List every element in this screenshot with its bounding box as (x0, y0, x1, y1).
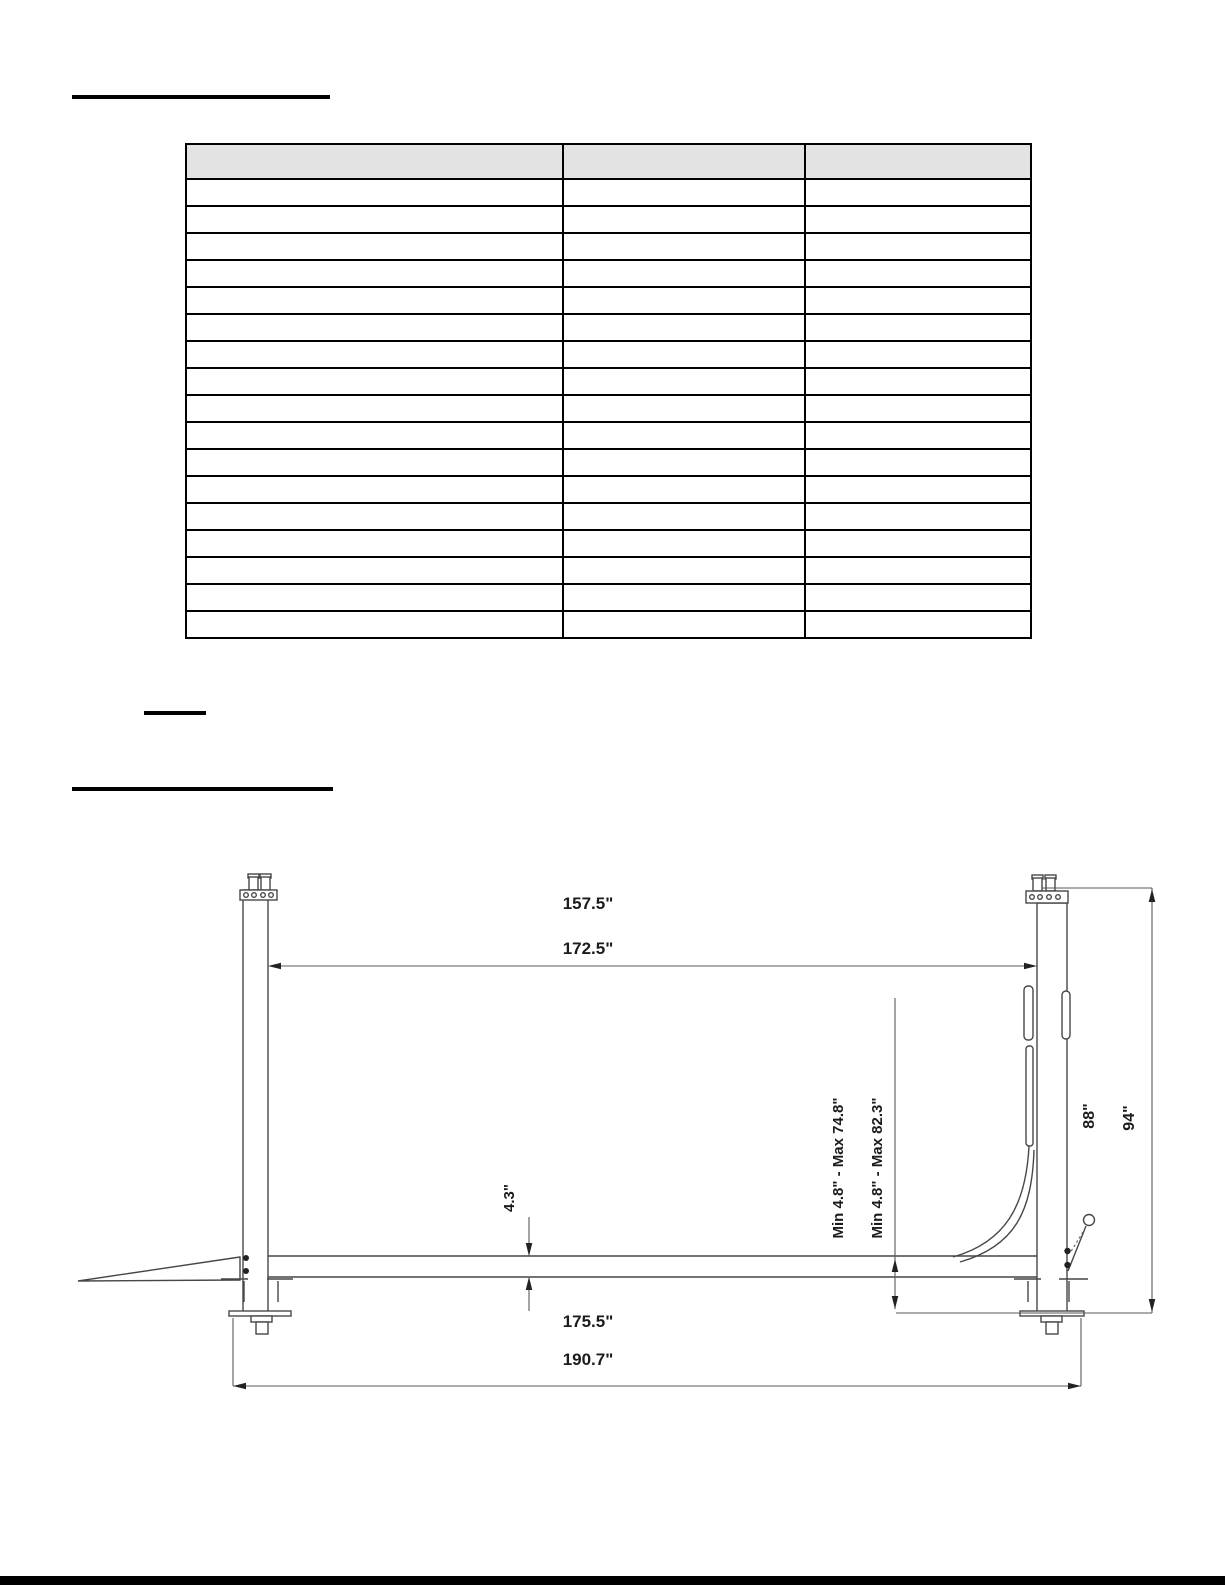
left-post-bolt (249, 877, 258, 890)
table-cell (805, 341, 1031, 368)
right-post (953, 875, 1095, 1313)
table-row (186, 287, 1031, 314)
table-cell (805, 422, 1031, 449)
left-anchor-bolt (256, 1322, 268, 1334)
table-cell (186, 341, 563, 368)
left-post-sheave (244, 893, 249, 898)
table-cell (563, 611, 805, 638)
table-cell (186, 287, 563, 314)
right-post-bolt (1046, 878, 1055, 891)
table-cell (563, 260, 805, 287)
table-row (186, 233, 1031, 260)
table-row (186, 314, 1031, 341)
table-row (186, 449, 1031, 476)
dim-label-overall-length: 190.7" (562, 1350, 614, 1369)
right-anchor (1041, 1316, 1062, 1322)
right-post-column (1037, 903, 1067, 1313)
left-post-sheave (269, 893, 274, 898)
table-cell (563, 233, 805, 260)
dim-label-lift-range-top: Min 4.8" - Max 82.3" (869, 1097, 886, 1239)
arrow-down-icon (526, 1243, 533, 1256)
note-underline (144, 711, 206, 715)
lock-channel (1062, 991, 1070, 1039)
hydraulic-cylinder (1024, 986, 1033, 1040)
table-cell (186, 422, 563, 449)
table-row (186, 206, 1031, 233)
page-footer-bar (0, 1576, 1225, 1585)
dimension-lines (233, 888, 1155, 1389)
left-lock-pin (243, 1255, 249, 1261)
arrow-up-icon (526, 1277, 533, 1290)
table-cell (805, 611, 1031, 638)
table-cell (186, 260, 563, 287)
right-post-sheave (1047, 895, 1052, 900)
base-plates (229, 1311, 1152, 1334)
table-cell (186, 530, 563, 557)
table-row (186, 476, 1031, 503)
left-post-column (243, 890, 268, 1313)
table-cell (563, 503, 805, 530)
spec-table (185, 143, 1032, 639)
table-cell (186, 233, 563, 260)
hydraulic-hose (960, 1150, 1034, 1262)
table-row (186, 395, 1031, 422)
conduit (1026, 1046, 1033, 1146)
table-header-cell (186, 144, 563, 179)
dim-label-overall-height: 94" (1121, 1105, 1138, 1131)
dim-label-base-length: 175.5" (562, 1312, 614, 1331)
table-row (186, 368, 1031, 395)
left-base-plate (229, 1311, 291, 1316)
table-cell (805, 233, 1031, 260)
table-cell (563, 530, 805, 557)
table-cell (805, 395, 1031, 422)
runway (78, 1256, 1088, 1302)
table-cell (563, 179, 805, 206)
dim-label-runway-thickness: 4.3" (501, 1184, 518, 1212)
right-lock-pin (1064, 1248, 1070, 1254)
table-cell (563, 395, 805, 422)
table-cell (563, 206, 805, 233)
arrow-right-icon (1068, 1383, 1081, 1389)
release-knob (1084, 1215, 1095, 1226)
left-post-sheave (261, 893, 266, 898)
dim-label-post-spacing: 172.5" (562, 939, 614, 958)
table-row (186, 341, 1031, 368)
arrow-down-icon (1149, 1299, 1156, 1312)
table-cell (563, 557, 805, 584)
dim-label-runway-length: 157.5" (562, 894, 614, 913)
table-cell (805, 584, 1031, 611)
table-header-row (186, 144, 1031, 179)
table-cell (563, 449, 805, 476)
table-header-cell (563, 144, 805, 179)
section2-heading-underline (72, 787, 333, 791)
table-cell (805, 179, 1031, 206)
table-cell (563, 584, 805, 611)
table-cell (186, 557, 563, 584)
right-lock-pin (1064, 1262, 1070, 1268)
table-cell (563, 476, 805, 503)
right-post-sheave (1038, 895, 1043, 900)
approach-ramp (78, 1257, 240, 1281)
left-lock-pin (243, 1268, 249, 1274)
table-cell (805, 314, 1031, 341)
table-cell (186, 503, 563, 530)
lift-side-view-diagram (0, 852, 1225, 1405)
table-cell (186, 449, 563, 476)
left-anchor (251, 1316, 272, 1322)
table-header-cell (805, 144, 1031, 179)
table-row (186, 260, 1031, 287)
table-cell (805, 260, 1031, 287)
table-cell (805, 503, 1031, 530)
table-cell (563, 422, 805, 449)
table-row (186, 179, 1031, 206)
table-cell (186, 611, 563, 638)
table-cell (186, 368, 563, 395)
dim-label-column-height: 88" (1081, 1103, 1098, 1129)
table-cell (805, 557, 1031, 584)
arrow-left-icon (268, 963, 281, 969)
arrow-right-icon (1024, 963, 1037, 969)
table-cell (186, 476, 563, 503)
table-cell (563, 368, 805, 395)
left-post-sheave (252, 893, 257, 898)
table-cell (186, 395, 563, 422)
table-cell (805, 530, 1031, 557)
table-row (186, 557, 1031, 584)
table-row (186, 611, 1031, 638)
table-cell (186, 584, 563, 611)
table-row (186, 584, 1031, 611)
section1-heading-underline (72, 95, 330, 99)
arrow-left-icon (233, 1383, 246, 1389)
arrow-down-icon (892, 1296, 899, 1309)
release-lever (1068, 1226, 1086, 1271)
table-cell (805, 206, 1031, 233)
table-cell (805, 287, 1031, 314)
table-row (186, 422, 1031, 449)
table-cell (186, 314, 563, 341)
right-post-bolt (1033, 878, 1042, 891)
arrow-up-icon (892, 1259, 899, 1272)
table-cell (186, 179, 563, 206)
table-row (186, 530, 1031, 557)
right-anchor-bolt (1046, 1322, 1058, 1334)
table-row (186, 503, 1031, 530)
left-post-bolt (261, 877, 270, 890)
left-post (240, 874, 277, 1313)
table-cell (563, 287, 805, 314)
right-post-sheave (1056, 895, 1061, 900)
table-cell (186, 206, 563, 233)
dim-label-lift-range-under: Min 4.8" - Max 74.8" (830, 1097, 847, 1239)
table-cell (805, 449, 1031, 476)
table-cell (563, 341, 805, 368)
table-cell (563, 314, 805, 341)
arrow-up-icon (1149, 889, 1156, 902)
right-post-sheave (1030, 895, 1035, 900)
table-cell (805, 368, 1031, 395)
hydraulic-hose (953, 1146, 1029, 1257)
table-cell (805, 476, 1031, 503)
